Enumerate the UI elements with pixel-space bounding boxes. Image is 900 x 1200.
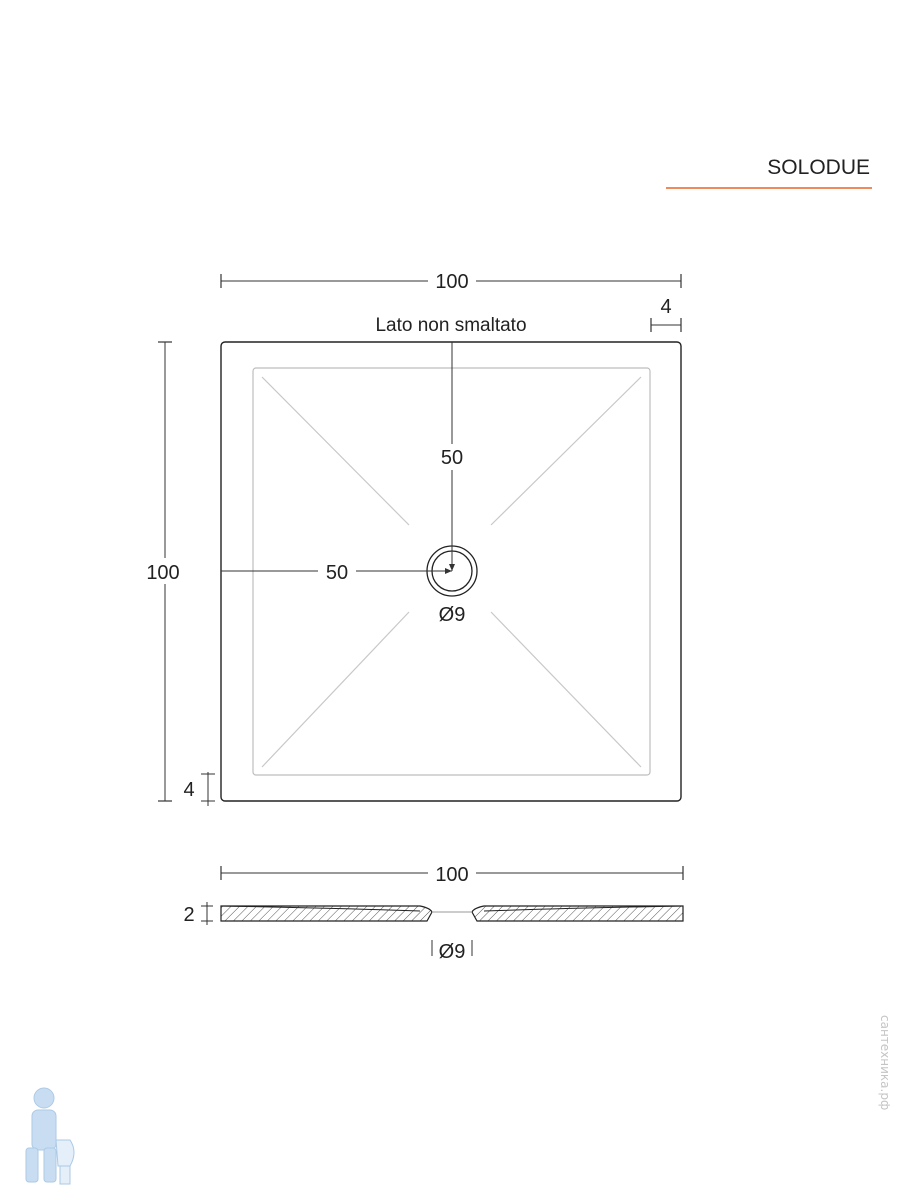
drain-offset-x-dimension — [221, 559, 452, 585]
product-name: SOLODUE — [767, 156, 870, 179]
drain-offset-y-label: 50 — [440, 447, 464, 469]
rim-left-dimension — [183, 772, 215, 806]
drain-diameter-label: Ø9 — [438, 604, 466, 626]
height-label: 100 — [146, 562, 180, 584]
section-thickness-dimension — [183, 902, 213, 926]
section-view — [183, 860, 683, 963]
section-width-dimension — [221, 860, 683, 886]
height-dimension — [142, 342, 188, 801]
plumber-mascot-icon — [26, 1088, 74, 1184]
drain-offset-x-label: 50 — [325, 562, 349, 584]
section-drain-diameter-label: Ø9 — [438, 941, 466, 963]
rim-label: 4 — [660, 296, 672, 318]
unglazed-side-label: Lato non smaltato — [375, 315, 527, 336]
watermark-text: сантехника.рф — [878, 1014, 892, 1110]
section-thickness-label: 2 — [183, 904, 195, 926]
drain-offset-y-dimension — [434, 342, 472, 571]
rim-left-label: 4 — [183, 779, 195, 801]
section-width-label: 100 — [435, 864, 469, 886]
rim-dimension — [651, 296, 681, 325]
width-dimension — [221, 268, 681, 293]
plan-view — [142, 268, 681, 806]
width-label: 100 — [435, 271, 469, 293]
section-drain-dimension — [432, 940, 472, 963]
